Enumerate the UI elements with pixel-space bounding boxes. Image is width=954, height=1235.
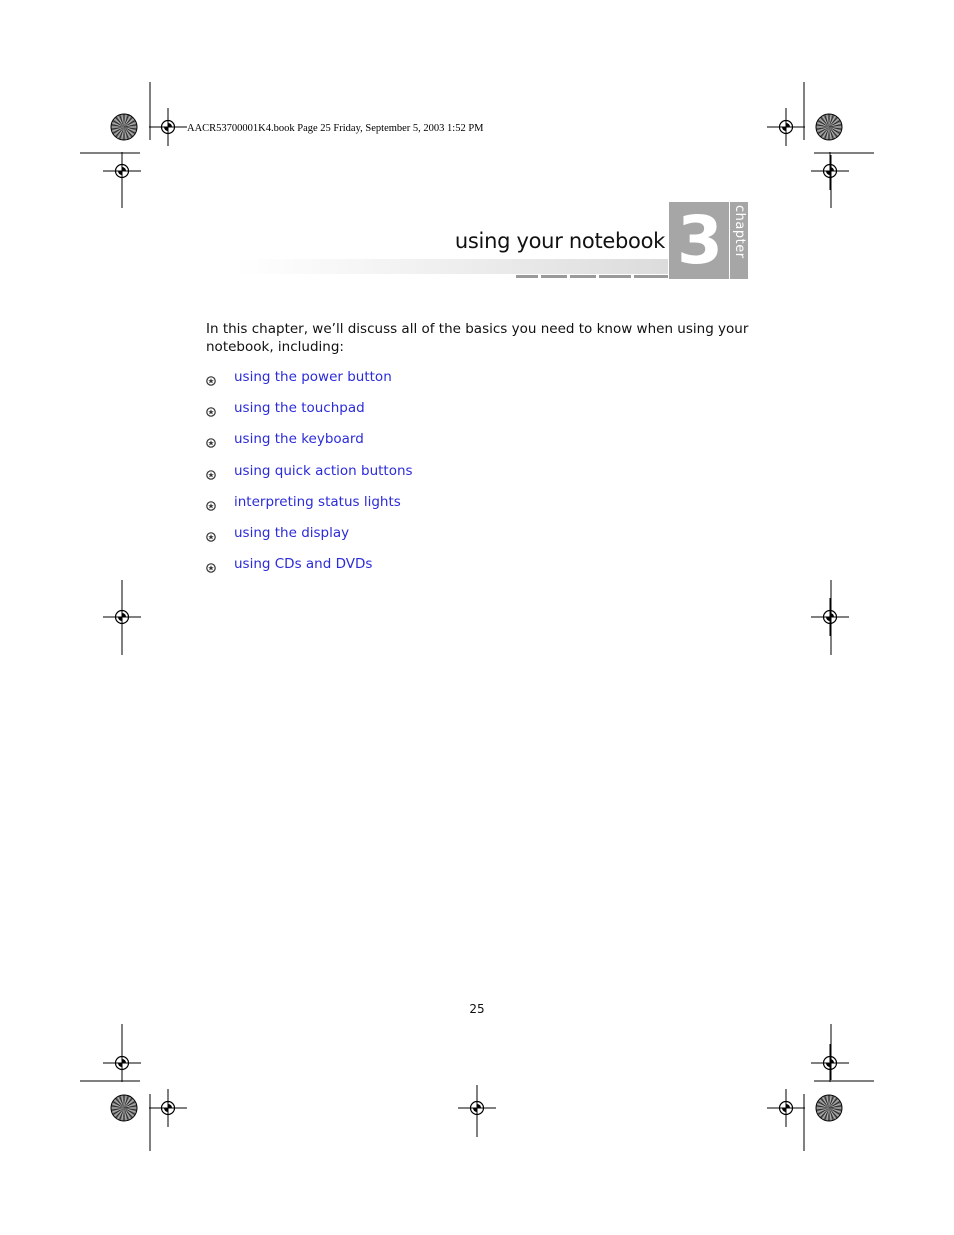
color-starburst-icon [816,114,842,140]
registration-mark-icon [811,598,849,636]
registration-mark-icon [149,108,187,146]
registration-mark-icon [767,108,805,146]
link-touchpad[interactable]: using the touchpad [234,400,365,417]
link-keyboard[interactable]: using the keyboard [234,431,364,448]
list-item [206,492,413,523]
circled-star-bullet-icon [206,558,216,568]
color-starburst-icon [816,1095,842,1121]
list-item [206,398,413,429]
page-number: 25 [469,1002,485,1016]
registration-mark-icon [103,598,141,636]
circled-star-bullet-icon [206,465,216,475]
registration-mark-icon [149,1089,187,1127]
title-bar-tick [634,275,668,278]
color-starburst-icon [111,1095,137,1121]
title-bar-tick [570,275,596,278]
link-power-button[interactable]: using the power button [234,369,392,385]
registration-mark-icon [811,1044,849,1082]
title-bar-tick [599,275,631,278]
chapter-contents-list [206,367,413,585]
intro-paragraph: In this chapter, we’ll discuss all of the basics you need to know when using your notebook, including: [206,321,749,355]
link-cds-dvds[interactable]: using CDs and DVDs [234,556,373,573]
chapter-title-bar [236,259,668,274]
link-status-lights[interactable]: interpreting status lights [234,493,401,510]
link-display[interactable]: using the display [234,524,350,541]
circled-star-bullet-icon [206,527,216,537]
chapter-number: 3 [669,202,729,279]
title-bar-tick [516,275,538,278]
title-bar-tick [541,275,567,278]
circled-star-bullet-icon [206,496,216,506]
circled-star-bullet-icon [206,402,216,412]
list-item [206,429,413,460]
circled-star-bullet-icon [206,433,216,443]
registration-mark-icon [458,1089,496,1127]
registration-mark-icon [767,1089,805,1127]
circled-star-bullet-icon [206,371,216,381]
link-quick-action-buttons[interactable]: using quick action buttons [234,462,413,479]
list-item [206,523,413,554]
list-item [206,461,413,492]
list-item [206,554,413,585]
registration-mark-icon [103,1044,141,1082]
chapter-label: chapter [732,205,747,259]
chapter-label-box [730,202,748,279]
color-starburst-icon [111,114,137,140]
list-item [206,367,413,398]
registration-mark-icon [811,152,849,190]
chapter-title: using your notebook [454,229,665,253]
print-slug: AACR53700001K4.book Page 25 Friday, September 5, 2003 1:52 PM [187,123,484,134]
registration-mark-icon [103,152,141,190]
